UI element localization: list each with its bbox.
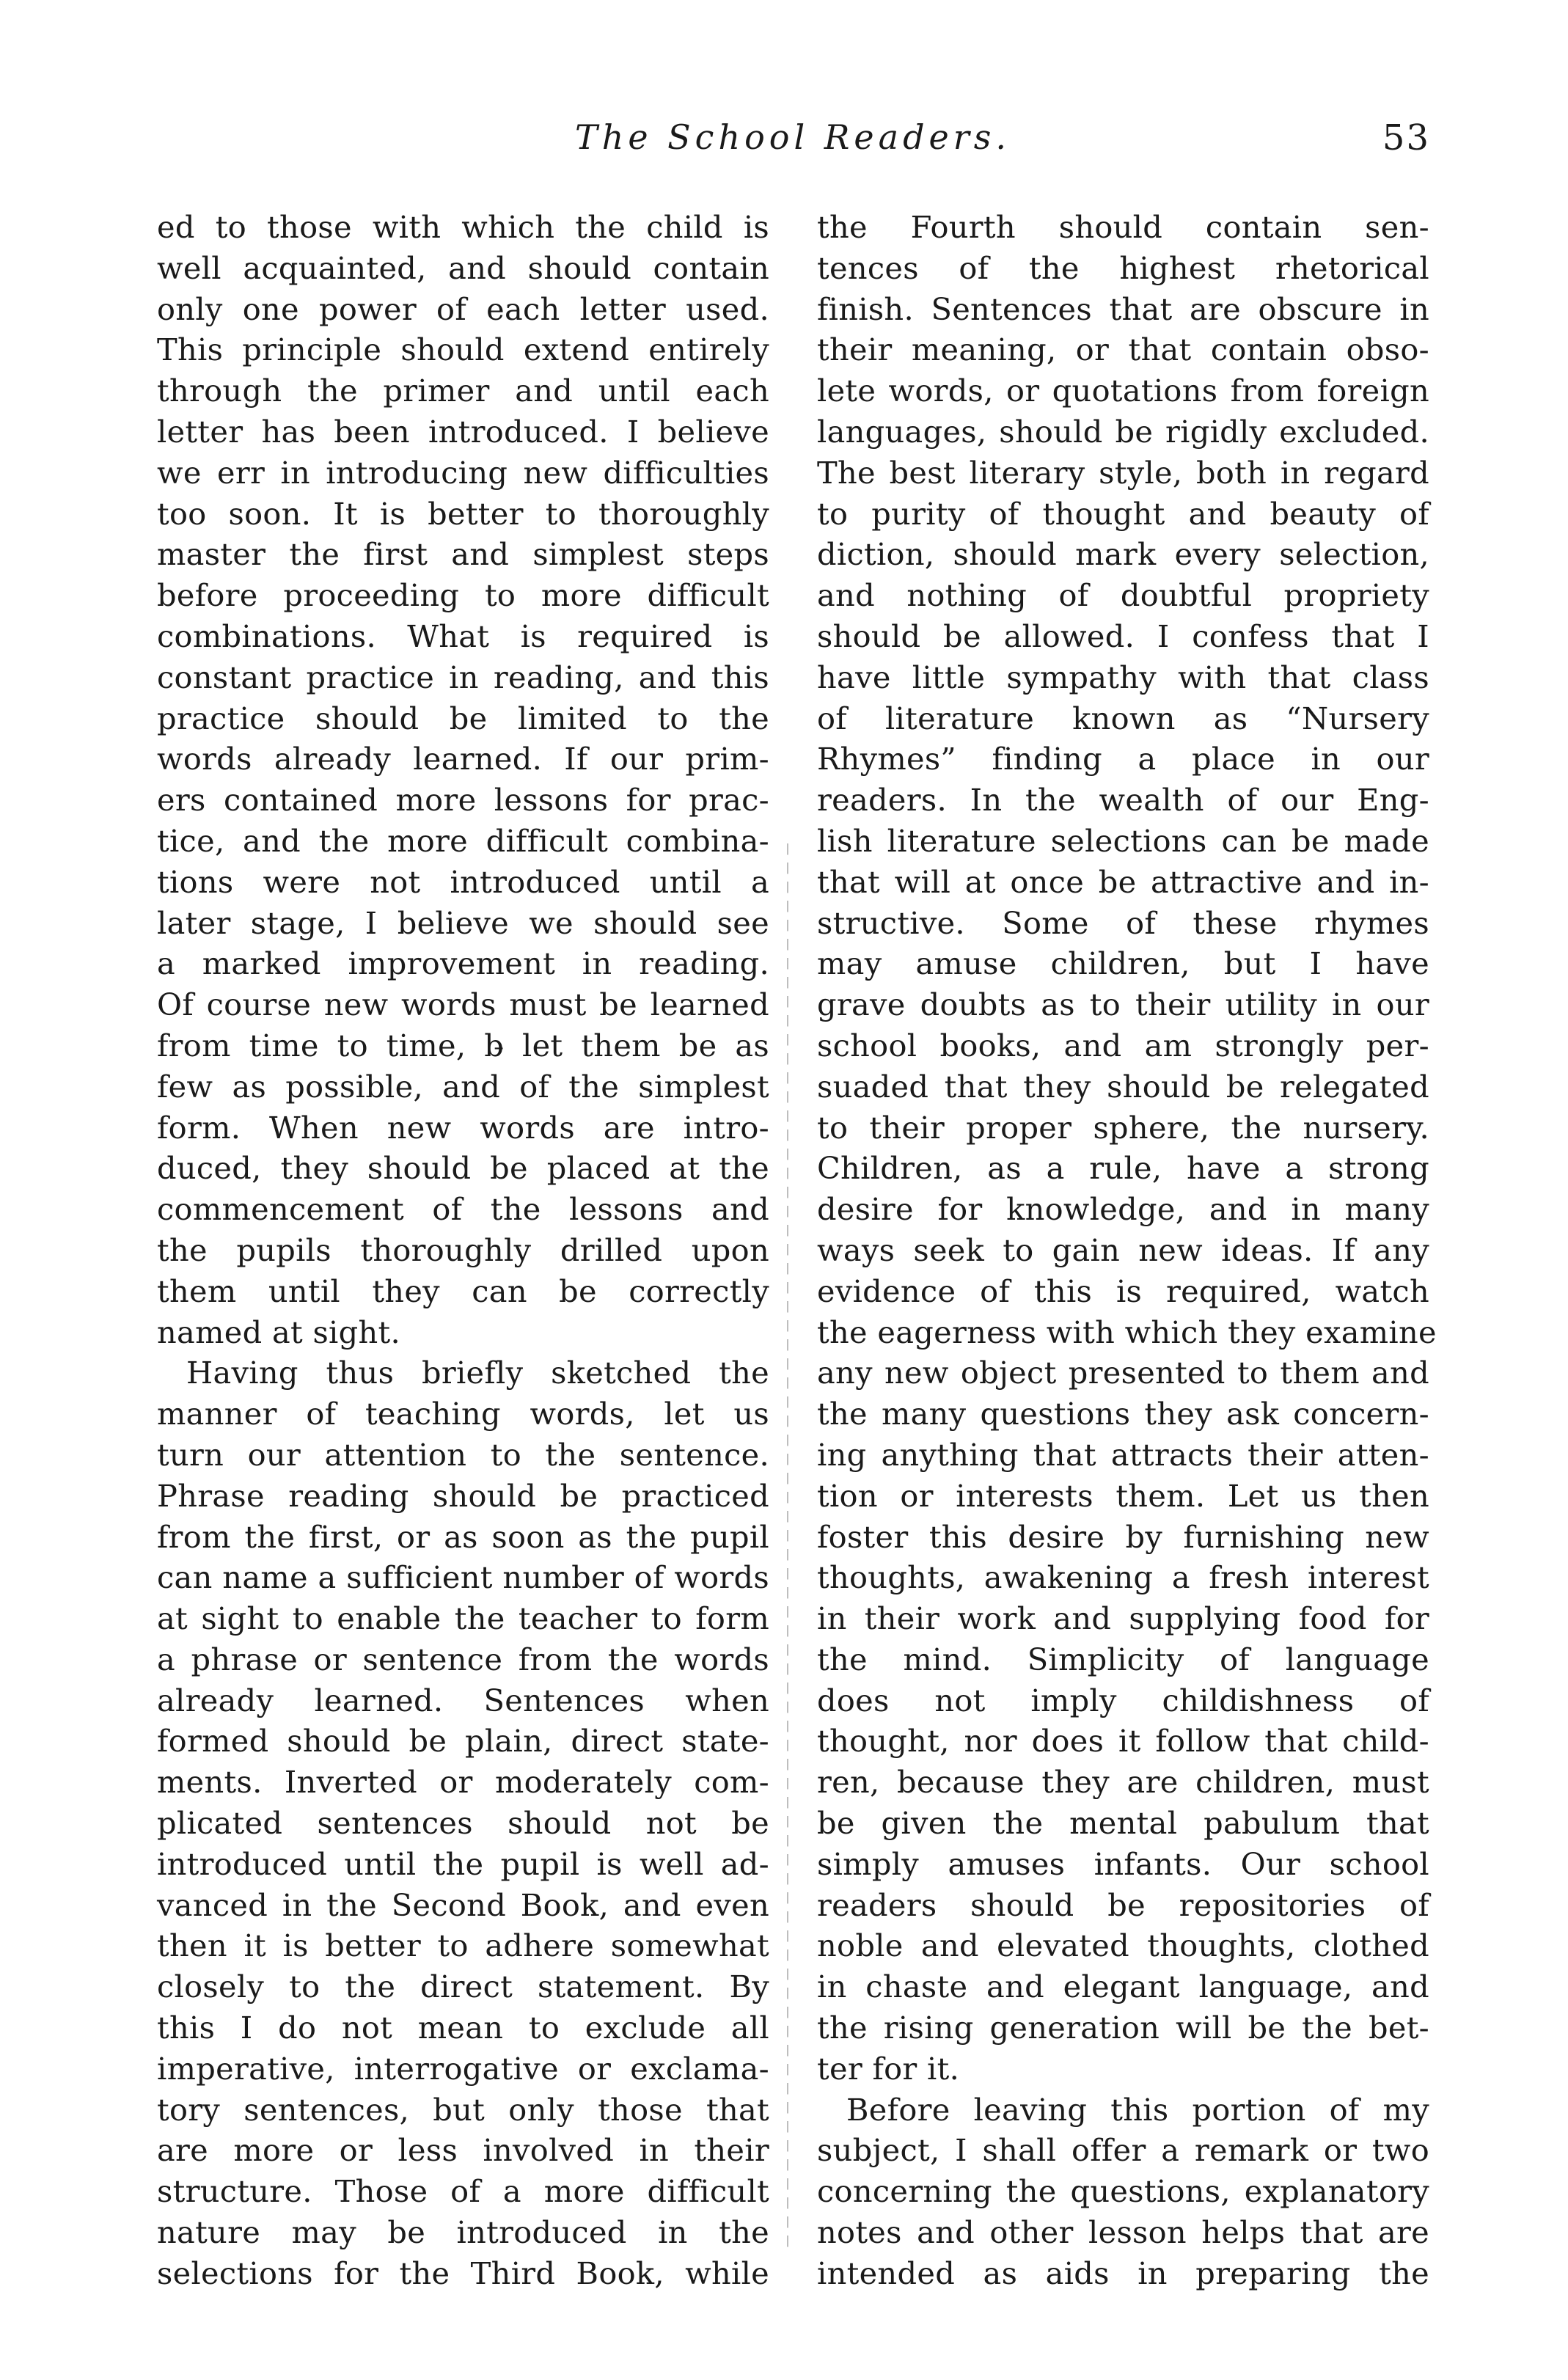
text-line: form. When new words are intro-	[157, 1109, 769, 1146]
text-line: manner of teaching words, let us	[157, 1396, 769, 1432]
text-line: evidence of this is required, watch	[817, 1273, 1429, 1309]
text-line: the pupils thoroughly drilled upon	[157, 1231, 769, 1268]
text-line: desire for knowledge, and in many	[817, 1191, 1429, 1228]
text-line: Phrase reading should be practiced	[157, 1477, 769, 1514]
text-line: their meaning, or that contain obso-	[817, 332, 1429, 368]
text-line: selections for the Third Book, while	[157, 2255, 769, 2291]
text-line: ed to those with which the child is	[157, 209, 769, 245]
text-line: in their work and supplying food for	[817, 1600, 1429, 1637]
text-line: in chaste and elegant language, and	[817, 1969, 1429, 2005]
text-line: we err in introducing new difficulties	[157, 454, 769, 491]
text-line: ter for it.	[817, 2050, 960, 2087]
text-line: tice, and the more difficult combina-	[157, 822, 769, 859]
text-line: before proceeding to more difficult	[157, 577, 769, 614]
text-line: of literature known as “Nursery	[817, 700, 1429, 736]
text-line: letter has been introduced. I believe	[157, 413, 769, 450]
text-line: Children, as a rule, have a strong	[817, 1150, 1429, 1187]
text-line: them until they can be correctly	[157, 1273, 769, 1309]
text-line: master the first and simplest steps	[157, 536, 769, 573]
text-line: introduced until the pupil is well ad-	[157, 1845, 769, 1882]
right-text-column	[817, 207, 1437, 2294]
text-line: readers should be repositories of	[817, 1886, 1429, 1923]
text-line: to purity of thought and beauty of	[817, 495, 1429, 532]
text-line: does not imply childishness of	[817, 1682, 1429, 1718]
text-line: lish literature selections can be made	[817, 822, 1429, 859]
text-line: turn our attention to the sentence.	[157, 1436, 769, 1473]
text-line: combinations. What is required is	[157, 618, 769, 654]
text-line: from the first, or as soon as the pupil	[157, 1518, 769, 1555]
text-line: already learned. Sentences when	[157, 1682, 769, 1718]
text-line: plicated sentences should not be	[157, 1805, 769, 1842]
text-line: the rising generation will be the bet-	[817, 2010, 1429, 2046]
text-line: the eagerness with which they examine	[817, 1314, 1437, 1350]
text-line: vanced in the Second Book, and even	[157, 1886, 769, 1923]
page-number: 53	[1382, 117, 1430, 158]
text-line: Before leaving this portion of my	[846, 2091, 1429, 2128]
text-line: at sight to enable the teacher to form	[157, 1600, 769, 1637]
left-text-column	[157, 207, 769, 2294]
text-line: Rhymes” finding a place in our	[817, 741, 1429, 777]
text-line: imperative, interrogative or exclama-	[157, 2050, 769, 2087]
text-line: diction, should mark every selection,	[817, 536, 1429, 573]
text-line: Of course new words must be learned	[157, 986, 769, 1023]
text-line: the many questions they ask concern-	[817, 1396, 1429, 1432]
running-title: The School Readers.	[575, 117, 1011, 157]
text-line: lete words, or quotations from foreign	[817, 373, 1429, 409]
text-line: can name a sufficient number of words	[157, 1559, 769, 1596]
text-line: nature may be introduced in the	[157, 2214, 769, 2251]
text-line: only one power of each letter used.	[157, 290, 769, 327]
text-line: the Fourth should contain sen-	[817, 209, 1429, 245]
text-line: well acquainted, and should contain	[157, 249, 769, 286]
text-line: a marked improvement in reading.	[157, 945, 769, 982]
text-line: tences of the highest rhetorical	[817, 249, 1429, 286]
text-line: a phrase or sentence from the words	[157, 1641, 769, 1677]
text-line: closely to the direct statement. By	[157, 1969, 769, 2005]
text-line: be given the mental pabulum that	[817, 1805, 1429, 1842]
text-line: this I do not mean to exclude all	[157, 2010, 769, 2046]
text-line: the mind. Simplicity of language	[817, 1641, 1429, 1677]
text-line: named at sight.	[157, 1314, 400, 1350]
text-line: words already learned. If our prim-	[157, 741, 769, 777]
column-divider	[787, 843, 788, 2252]
text-line: tion or interests them. Let us then	[817, 1477, 1429, 1514]
text-line: practice should be limited to the	[157, 700, 769, 736]
text-line: and nothing of doubtful propriety	[817, 577, 1429, 614]
text-line: duced, they should be placed at the	[157, 1150, 769, 1187]
text-line: formed should be plain, direct state-	[157, 1723, 769, 1760]
text-line: structive. Some of these rhymes	[817, 904, 1429, 941]
text-line: languages, should be rigidly excluded.	[817, 413, 1429, 450]
text-line: later stage, I believe we should see	[157, 904, 769, 941]
text-line: ments. Inverted or moderately com-	[157, 1764, 769, 1801]
text-line: finish. Sentences that are obscure in	[817, 290, 1429, 327]
text-line: grave doubts as to their utility in our	[817, 986, 1429, 1023]
text-line: any new object presented to them and	[817, 1355, 1429, 1391]
text-line: ers contained more lessons for prac-	[157, 782, 769, 819]
text-line: school books, and am strongly per-	[817, 1027, 1429, 1063]
text-line: intended as aids in preparing the	[817, 2255, 1429, 2291]
text-line: thoughts, awakening a fresh interest	[817, 1559, 1429, 1596]
text-line: ren, because they are children, must	[817, 1764, 1429, 1801]
text-line: concerning the questions, explanatory	[817, 2173, 1429, 2210]
text-line: then it is better to adhere somewhat	[157, 1927, 769, 1964]
text-line: notes and other lesson helps that are	[817, 2214, 1429, 2251]
text-line: commencement of the lessons and	[157, 1191, 769, 1228]
text-line: that will at once be attractive and in-	[817, 863, 1429, 900]
text-line: few as possible, and of the simplest	[157, 1068, 769, 1105]
text-line: foster this desire by furnishing new	[817, 1518, 1429, 1555]
text-line: have little sympathy with that class	[817, 659, 1429, 695]
text-line: ways seek to gain new ideas. If any	[817, 1231, 1429, 1268]
text-line: to their proper sphere, the nursery.	[817, 1109, 1429, 1146]
running-header	[155, 117, 1430, 161]
text-line: The best literary style, both in regard	[817, 454, 1429, 491]
text-line: Having thus briefly sketched the	[186, 1355, 769, 1391]
text-line: readers. In the wealth of our Eng-	[817, 782, 1429, 819]
text-line: too soon. It is better to thoroughly	[157, 495, 769, 532]
text-line: from time to time, b̵ let them be as	[157, 1027, 769, 1063]
text-line: tions were not introduced until a	[157, 863, 769, 900]
text-line: are more or less involved in their	[157, 2132, 769, 2169]
text-line: may amuse children, but I have	[817, 945, 1429, 982]
text-line: subject, I shall offer a remark or two	[817, 2132, 1429, 2169]
text-line: should be allowed. I confess that I	[817, 618, 1429, 654]
text-line: structure. Those of a more difficult	[157, 2173, 769, 2210]
text-line: constant practice in reading, and this	[157, 659, 769, 695]
text-line: tory sentences, but only those that	[157, 2091, 769, 2128]
text-line: thought, nor does it follow that child-	[817, 1723, 1429, 1760]
text-line: simply amuses infants. Our school	[817, 1845, 1429, 1882]
text-line: ing anything that attracts their atten-	[817, 1436, 1429, 1473]
text-line: suaded that they should be relegated	[817, 1068, 1429, 1105]
text-line: noble and elevated thoughts, clothed	[817, 1927, 1429, 1964]
text-line: This principle should extend entirely	[157, 332, 769, 368]
text-line: through the primer and until each	[157, 373, 769, 409]
